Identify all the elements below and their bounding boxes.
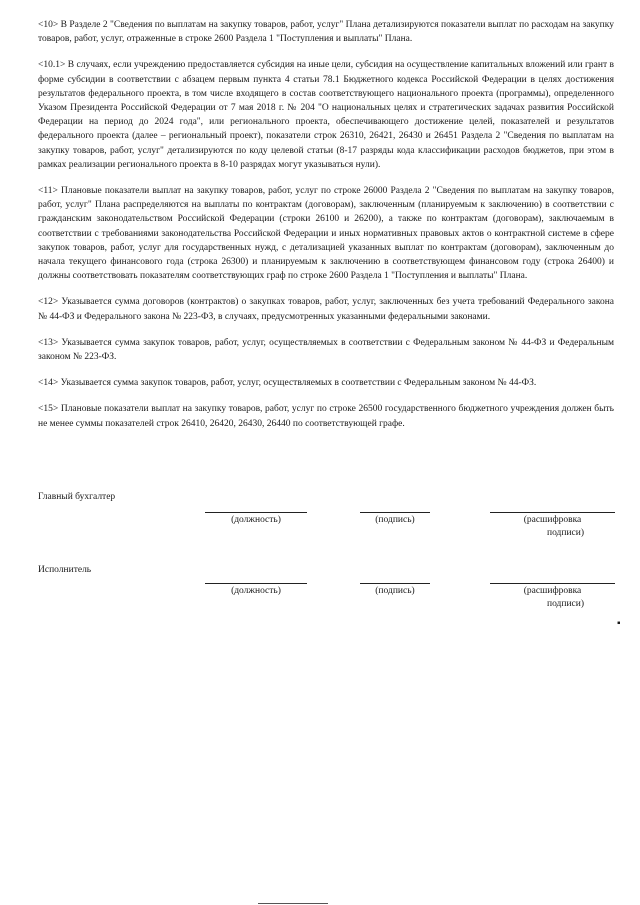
decoding-caption-line2: подписи) bbox=[546, 528, 585, 538]
decoding-caption-line1: (расшифровка bbox=[523, 586, 582, 596]
signature-caption: (подпись) bbox=[375, 515, 415, 525]
signature-line bbox=[360, 583, 430, 584]
position-caption: (должность) bbox=[231, 586, 281, 596]
footnote-13: <13> Указывается сумма закупок товаров, работ, услуг, осуществляемых в соответствии с Федеральным законом № 44-ФЗ и Федеральным законом № 223-ФЗ. bbox=[38, 337, 614, 363]
decoding-caption-line2: подписи) bbox=[546, 599, 585, 609]
position-caption: (должность) bbox=[231, 515, 281, 525]
decoding-line bbox=[490, 512, 615, 513]
signature-caption: (подпись) bbox=[375, 586, 415, 596]
decoding-caption-line1: (расшифровка bbox=[523, 515, 582, 525]
signature-line bbox=[360, 512, 430, 513]
position-line bbox=[205, 583, 307, 584]
chief-accountant-label: Главный бухгалтер bbox=[38, 492, 116, 502]
footnote-11: <11> Плановые показатели выплат на закупку товаров, работ, услуг по строке 26000 Раздела 2 "Сведения по выплатам на закупку товаров, работ, услуг" Плана распределяются на выплаты по контрактам (договорам), заключенным (планируемым к заключению) в соответствии с гражданским законодательством Российской Федерации (строки 26100 и 26200), а также по контрактам (договорам), заключаемым в соответствии с требованиями законодательства Российской Федерации и иных нормативных правовых актов о контрактной системе в сфере закупок товаров, работ, услуг для государственных нужд, с детализацией указанных выплат по контрактам (договорам), заключенным до начала текущего финансового года (строка 26300) и планируемым к заключению в соответствующем финансовом году (строка 26400) и должны соответствовать показателям соответствующих граф по строке 2600 Раздела 1 "Поступления и выплаты" Плана. bbox=[38, 186, 614, 282]
footnote-10: <10> В Разделе 2 "Сведения по выплатам на закупку товаров, работ, услуг" Плана детализируются показатели выплат по расходам на закупку товаров, работ, услуг, отраженные в строке 2600 Раздела 1 "Поступления и выплаты" Плана. bbox=[38, 20, 614, 45]
footnotes-section bbox=[38, 18, 614, 443]
footnote-15: <15> Плановые показатели выплат на закупку товаров, работ, услуг по строке 26500 государственного бюджетного учреждения должен быть не менее суммы показателей строк 26410, 26420, 26430, 26440 по соответствующей графе. bbox=[38, 404, 614, 429]
page-bottom-line bbox=[258, 903, 328, 904]
decoding-caption bbox=[490, 514, 615, 540]
footnote-12: <12> Указывается сумма договоров (контрактов) о закупках товаров, работ, услуг, заключенных без учета требований Федерального закона № 44-ФЗ и Федерального закона № 223-ФЗ, в случаях, предусмотренных указанными федеральными законами. bbox=[38, 297, 614, 322]
scan-mark: ▪ bbox=[617, 618, 621, 629]
decoding-line bbox=[490, 583, 615, 584]
position-line bbox=[205, 512, 307, 513]
decoding-caption bbox=[490, 585, 615, 611]
footnote-10-1: <10.1> В случаях, если учреждению предоставляется субсидия на иные цели, субсидия на осуществление капитальных вложений или грант в форме субсидии в соответствии с абзацем первым пункта 4 статьи 78.1 Бюджетного кодекса Российской Федерации в целях достижения результатов федерального проекта, в том числе входящего в состав соответствующего национального проекта (программы), определенного Указом Президента Российской Федерации от 7 мая 2018 г. № 204 "О национальных целях и стратегических задачах развития Российской Федерации на период до 2024 года", или регионального проекта, обеспечивающего достижение целей, показателей и результатов федерального проекта (далее – региональный проект), показатели строк 26310, 26421, 26430 и 26451 Раздела 2 "Сведения по выплатам на закупку товаров, работ, услуг" детализируются по коду целевой статьи (8-17 разряды кода классификации расходов бюджетов, при этом в рамках реализации регионального проекта в 8-10 разрядах могут указываться нули). bbox=[38, 60, 614, 170]
footnote-14: <14> Указывается сумма закупок товаров, работ, услуг, осуществляемых в соответствии с Федеральным законом № 44-ФЗ. bbox=[38, 378, 537, 389]
executor-label: Исполнитель bbox=[38, 565, 92, 575]
